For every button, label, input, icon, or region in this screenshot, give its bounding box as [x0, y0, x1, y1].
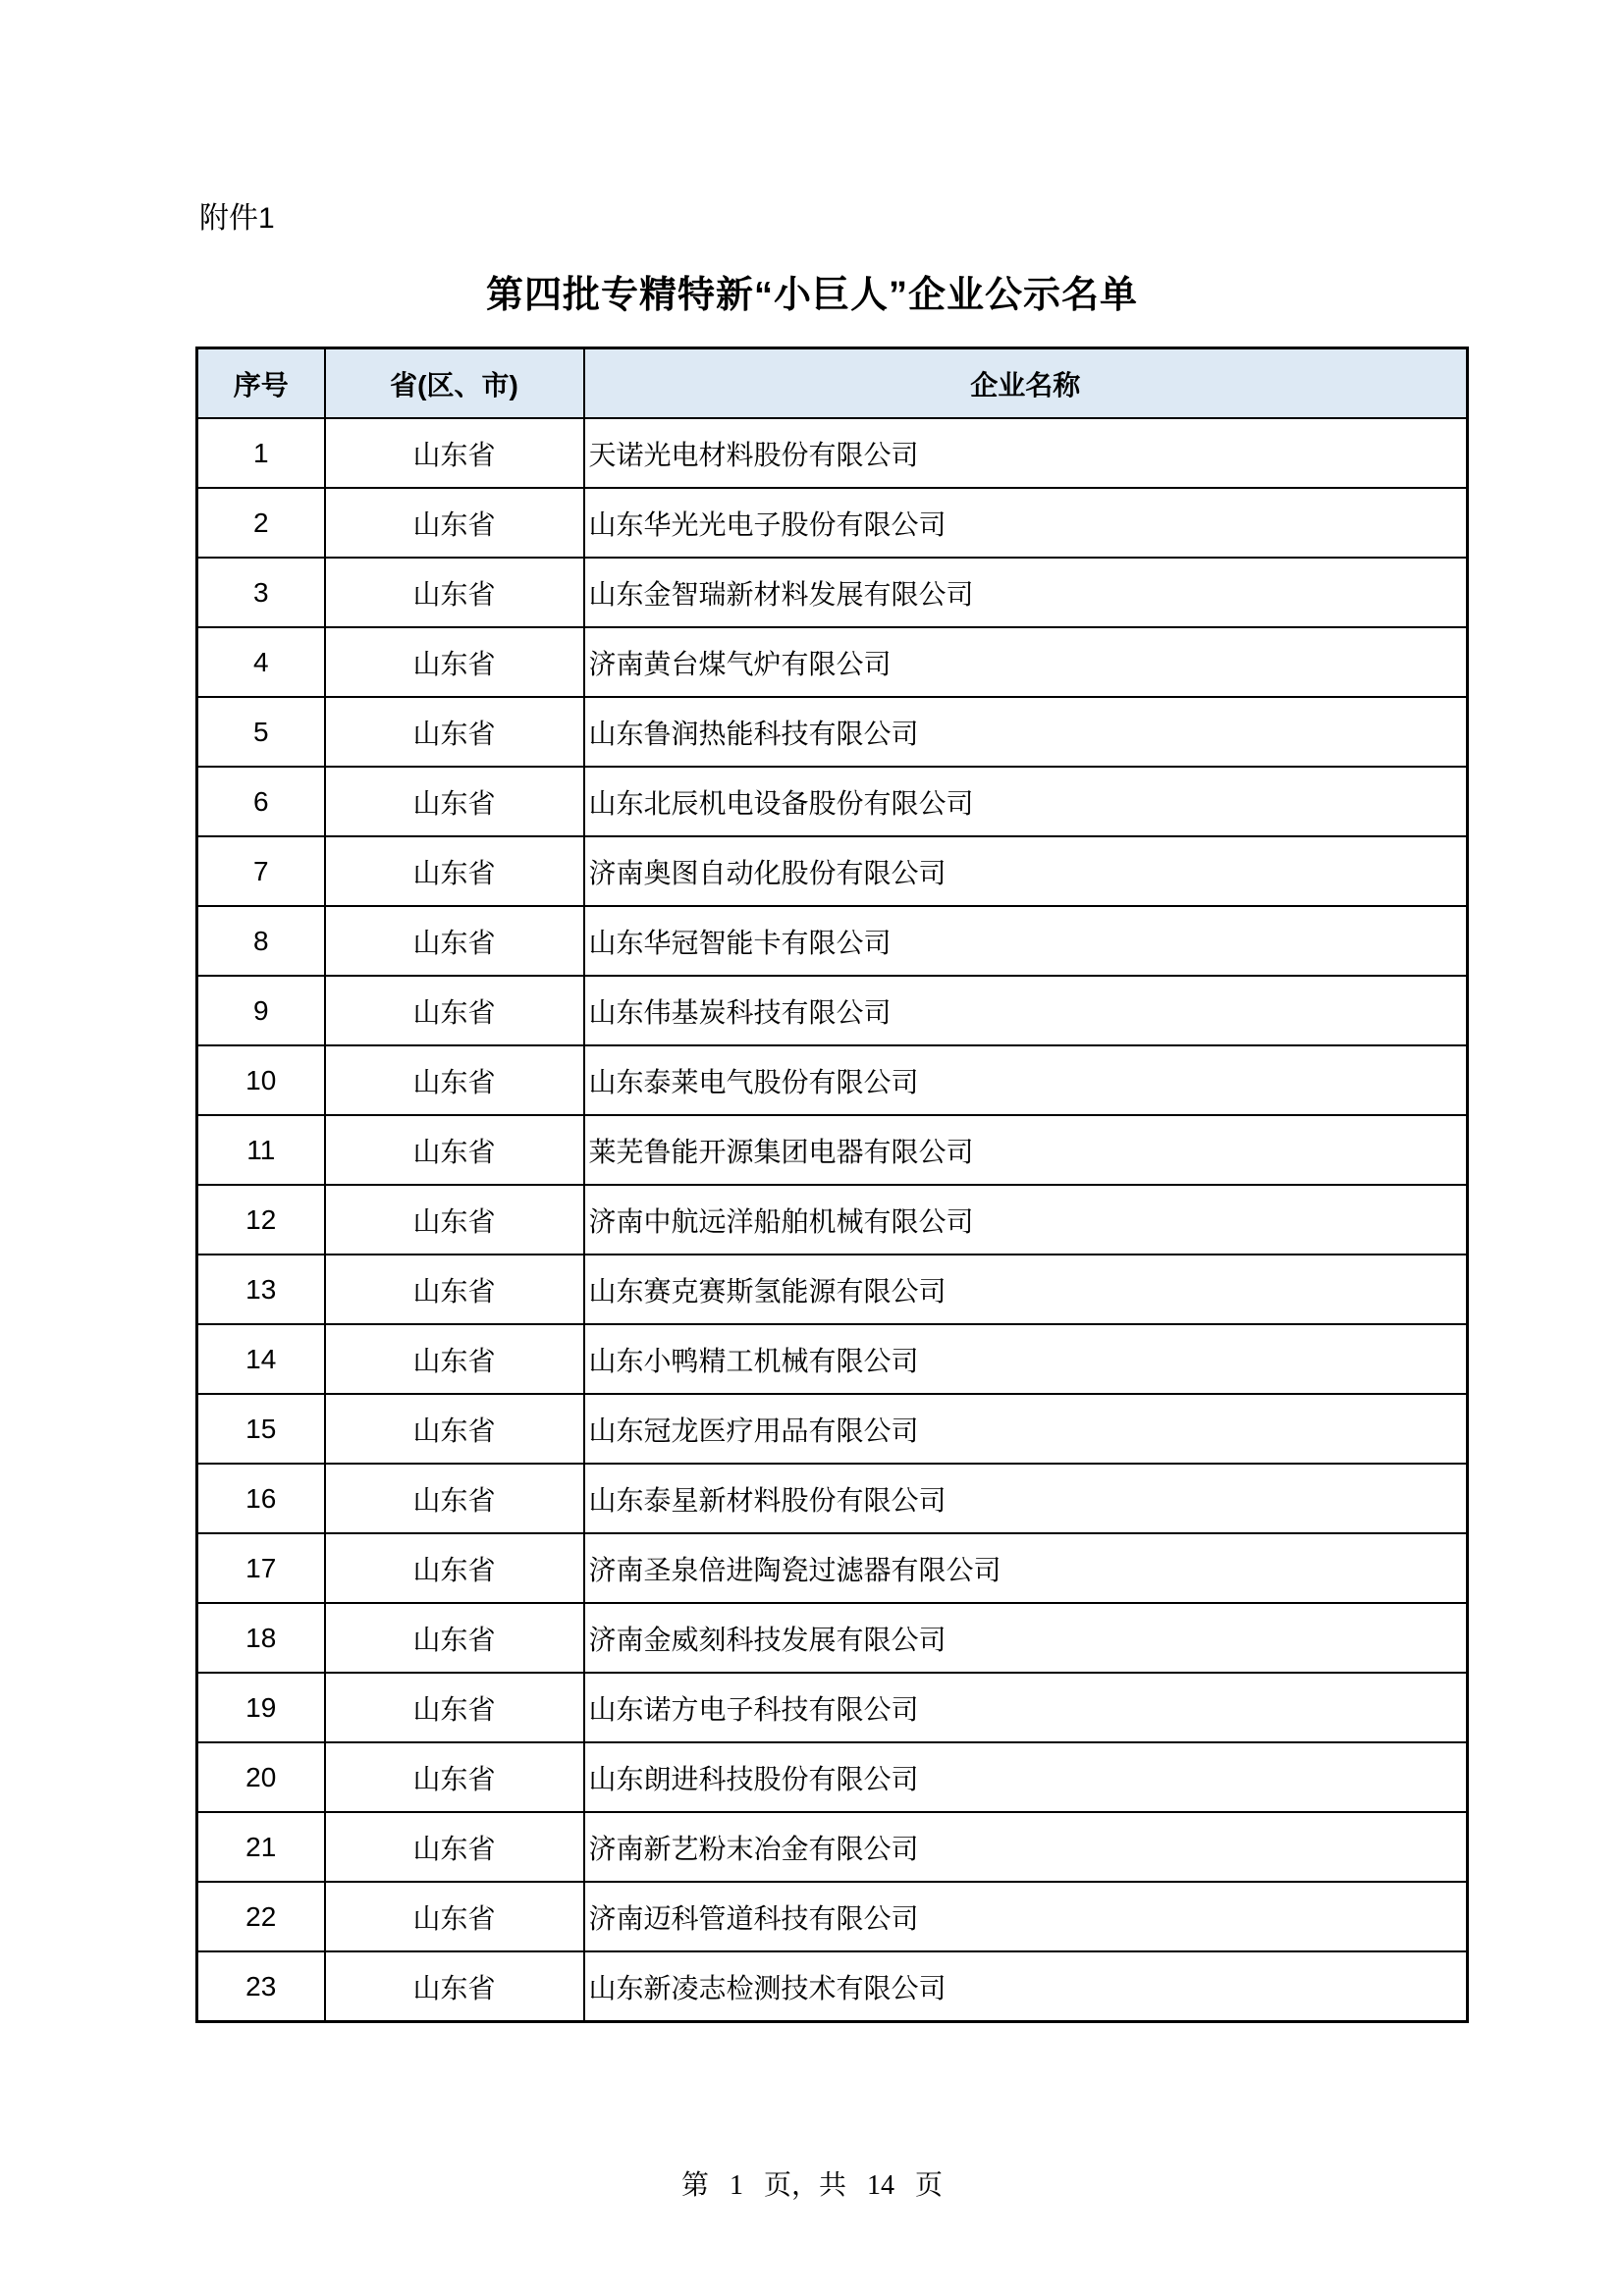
- row-province: 山东省: [325, 1394, 584, 1464]
- row-serial-number: 18: [197, 1603, 325, 1673]
- header-province: 省(区、市): [325, 348, 584, 419]
- row-company-name: 山东朗进科技股份有限公司: [584, 1742, 1468, 1812]
- table-row: [197, 767, 1468, 836]
- row-company-name: 山东泰莱电气股份有限公司: [584, 1045, 1468, 1115]
- table-row: [197, 697, 1468, 767]
- row-serial-number: 1: [197, 418, 325, 488]
- table-row: [197, 1115, 1468, 1185]
- footer-middle: 页，共: [763, 2170, 846, 2201]
- row-company-name: 山东金智瑞新材料发展有限公司: [584, 558, 1468, 627]
- footer-page-number: 1: [729, 2170, 743, 2201]
- table-row: [197, 1951, 1468, 2022]
- row-company-name: 山东冠龙医疗用品有限公司: [584, 1394, 1468, 1464]
- table-row: [197, 558, 1468, 627]
- table-row: [197, 488, 1468, 558]
- table-row: [197, 1394, 1468, 1464]
- row-province: 山东省: [325, 418, 584, 488]
- row-province: 山东省: [325, 767, 584, 836]
- table-row: [197, 1185, 1468, 1255]
- row-company-name: 山东赛克赛斯氢能源有限公司: [584, 1255, 1468, 1324]
- row-company-name: 济南黄台煤气炉有限公司: [584, 627, 1468, 697]
- row-province: 山东省: [325, 1812, 584, 1882]
- row-province: 山东省: [325, 906, 584, 976]
- row-serial-number: 22: [197, 1882, 325, 1951]
- row-province: 山东省: [325, 1045, 584, 1115]
- header-company-name: 企业名称: [584, 348, 1468, 419]
- row-serial-number: 9: [197, 976, 325, 1045]
- table-row: [197, 1603, 1468, 1673]
- row-serial-number: 4: [197, 627, 325, 697]
- table-row: [197, 976, 1468, 1045]
- row-province: 山东省: [325, 627, 584, 697]
- row-province: 山东省: [325, 1255, 584, 1324]
- attachment-label: 附件1: [199, 202, 275, 235]
- row-province: 山东省: [325, 1464, 584, 1533]
- table-row: [197, 627, 1468, 697]
- row-province: 山东省: [325, 1673, 584, 1742]
- row-company-name: 山东泰星新材料股份有限公司: [584, 1464, 1468, 1533]
- table-row: [197, 1324, 1468, 1394]
- row-serial-number: 6: [197, 767, 325, 836]
- page-footer: [0, 2166, 1624, 2206]
- row-company-name: 济南圣泉倍进陶瓷过滤器有限公司: [584, 1533, 1468, 1603]
- row-province: 山东省: [325, 1115, 584, 1185]
- table-row: [197, 1255, 1468, 1324]
- footer-prefix: 第: [680, 2170, 709, 2201]
- table-row: [197, 1742, 1468, 1812]
- row-company-name: 济南迈科管道科技有限公司: [584, 1882, 1468, 1951]
- row-province: 山东省: [325, 1951, 584, 2022]
- row-serial-number: 14: [197, 1324, 325, 1394]
- row-province: 山东省: [325, 1882, 584, 1951]
- company-list-table: [195, 347, 1469, 2023]
- row-serial-number: 12: [197, 1185, 325, 1255]
- row-serial-number: 5: [197, 697, 325, 767]
- row-company-name: 天诺光电材料股份有限公司: [584, 418, 1468, 488]
- row-company-name: 莱芜鲁能开源集团电器有限公司: [584, 1115, 1468, 1185]
- row-company-name: 济南新艺粉末冶金有限公司: [584, 1812, 1468, 1882]
- row-serial-number: 16: [197, 1464, 325, 1533]
- row-serial-number: 10: [197, 1045, 325, 1115]
- footer-total-pages: 14: [867, 2170, 894, 2201]
- row-serial-number: 7: [197, 836, 325, 906]
- row-serial-number: 17: [197, 1533, 325, 1603]
- table-body: [197, 418, 1468, 2022]
- row-company-name: 山东华光光电子股份有限公司: [584, 488, 1468, 558]
- row-province: 山东省: [325, 1185, 584, 1255]
- row-province: 山东省: [325, 1603, 584, 1673]
- table-row: [197, 418, 1468, 488]
- row-company-name: 山东小鸭精工机械有限公司: [584, 1324, 1468, 1394]
- row-serial-number: 2: [197, 488, 325, 558]
- row-serial-number: 21: [197, 1812, 325, 1882]
- row-province: 山东省: [325, 1742, 584, 1812]
- row-company-name: 山东鲁润热能科技有限公司: [584, 697, 1468, 767]
- table-row: [197, 1673, 1468, 1742]
- document-title: 第四批专精特新“小巨人”企业公示名单: [485, 275, 1138, 316]
- table-row: [197, 1464, 1468, 1533]
- row-serial-number: 23: [197, 1951, 325, 2022]
- row-province: 山东省: [325, 976, 584, 1045]
- row-company-name: 山东华冠智能卡有限公司: [584, 906, 1468, 976]
- row-company-name: 山东北辰机电设备股份有限公司: [584, 767, 1468, 836]
- table-row: [197, 906, 1468, 976]
- table-row: [197, 1533, 1468, 1603]
- table-row: [197, 1045, 1468, 1115]
- footer-suffix: 页: [915, 2170, 944, 2201]
- row-company-name: 山东诺方电子科技有限公司: [584, 1673, 1468, 1742]
- row-company-name: 山东新凌志检测技术有限公司: [584, 1951, 1468, 2022]
- row-serial-number: 20: [197, 1742, 325, 1812]
- row-company-name: 山东伟基炭科技有限公司: [584, 976, 1468, 1045]
- row-province: 山东省: [325, 488, 584, 558]
- row-company-name: 济南中航远洋船舶机械有限公司: [584, 1185, 1468, 1255]
- header-serial-number: 序号: [197, 348, 325, 419]
- row-province: 山东省: [325, 1324, 584, 1394]
- row-province: 山东省: [325, 1533, 584, 1603]
- row-serial-number: 15: [197, 1394, 325, 1464]
- row-company-name: 济南金威刻科技发展有限公司: [584, 1603, 1468, 1673]
- row-serial-number: 19: [197, 1673, 325, 1742]
- row-serial-number: 3: [197, 558, 325, 627]
- row-province: 山东省: [325, 697, 584, 767]
- row-province: 山东省: [325, 836, 584, 906]
- table-row: [197, 836, 1468, 906]
- row-serial-number: 8: [197, 906, 325, 976]
- row-company-name: 济南奥图自动化股份有限公司: [584, 836, 1468, 906]
- table-header-row: [197, 348, 1468, 419]
- row-serial-number: 13: [197, 1255, 325, 1324]
- table-row: [197, 1812, 1468, 1882]
- row-serial-number: 11: [197, 1115, 325, 1185]
- row-province: 山东省: [325, 558, 584, 627]
- table-row: [197, 1882, 1468, 1951]
